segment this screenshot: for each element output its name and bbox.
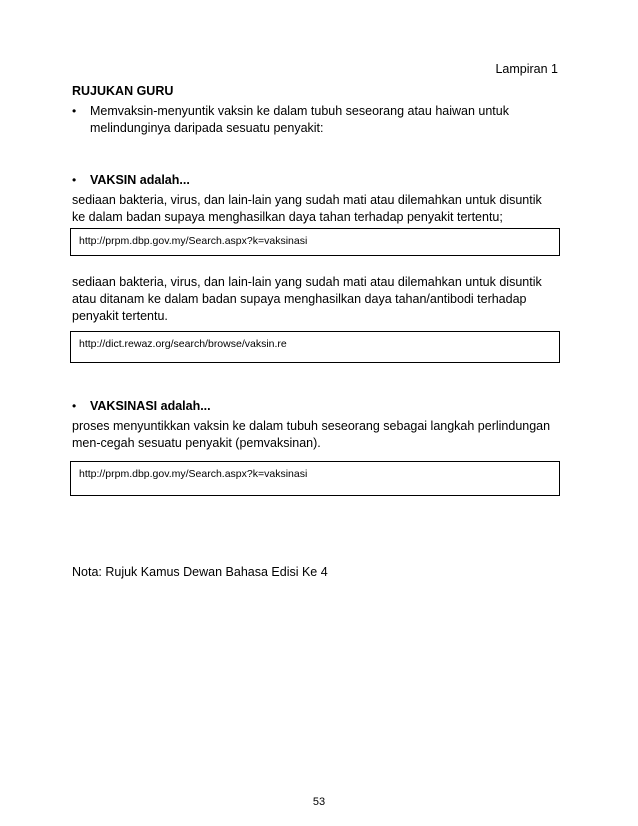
- vaksinasi-definition: [72, 418, 564, 452]
- reference-note: Nota: Rujuk Kamus Dewan Bahasa Edisi Ke 4: [72, 565, 328, 579]
- vaksin-def1-line-1: sediaan bakteria, virus, dan lain-lain yang sudah mati atau dilemahkan untuk disuntik: [72, 193, 542, 207]
- section-title: RUJUKAN GURU: [72, 84, 174, 98]
- intro-line-1: Memvaksin-menyuntik vaksin ke dalam tubuh seseorang atau haiwan untuk: [90, 104, 509, 118]
- bullet-icon: •: [72, 104, 77, 118]
- source-url-2: http://dict.rewaz.org/search/browse/vaksin.re: [79, 338, 287, 350]
- vaksin-def2-line-3: penyakit tertentu.: [72, 309, 168, 323]
- vaksinasi-def-line-2: men-cegah sesuatu penyakit (pemvaksinan).: [72, 436, 321, 450]
- vaksin-definition-2: [72, 274, 564, 325]
- vaksin-definition-1: [72, 192, 564, 226]
- intro-line-2: melindunginya daripada sesuatu penyakit:: [90, 121, 324, 135]
- vaksin-heading: VAKSIN adalah...: [90, 173, 190, 187]
- vaksinasi-heading: VAKSINASI adalah...: [90, 399, 211, 413]
- appendix-label: Lampiran 1: [495, 62, 558, 76]
- intro-bullet-text: [90, 103, 564, 137]
- source-box-1: [70, 228, 560, 256]
- page-number: 53: [312, 796, 326, 808]
- vaksin-def1-line-2: ke dalam badan supaya menghasilkan daya tahan terhadap penyakit tertentu;: [72, 210, 503, 224]
- bullet-icon: •: [72, 399, 77, 413]
- vaksin-def2-line-2: atau ditanam ke dalam badan supaya menghasilkan daya tahan/antibodi terhadap: [72, 292, 527, 306]
- vaksinasi-def-line-1: proses menyuntikkan vaksin ke dalam tubuh seseorang sebagai langkah perlindungan: [72, 419, 551, 433]
- source-url-1: http://prpm.dbp.gov.my/Search.aspx?k=vaksinasi: [79, 235, 308, 247]
- source-box-3: [70, 461, 560, 496]
- source-url-3: http://prpm.dbp.gov.my/Search.aspx?k=vaksinasi: [79, 468, 308, 480]
- vaksin-def2-line-1: sediaan bakteria, virus, dan lain-lain yang sudah mati atau dilemahkan untuk disuntik: [72, 275, 542, 289]
- vaksin-bullet-item: [72, 172, 564, 189]
- intro-bullet-item: [72, 103, 564, 137]
- bullet-icon: •: [72, 173, 77, 187]
- source-box-2: [70, 331, 560, 363]
- vaksinasi-bullet-item: [72, 398, 564, 415]
